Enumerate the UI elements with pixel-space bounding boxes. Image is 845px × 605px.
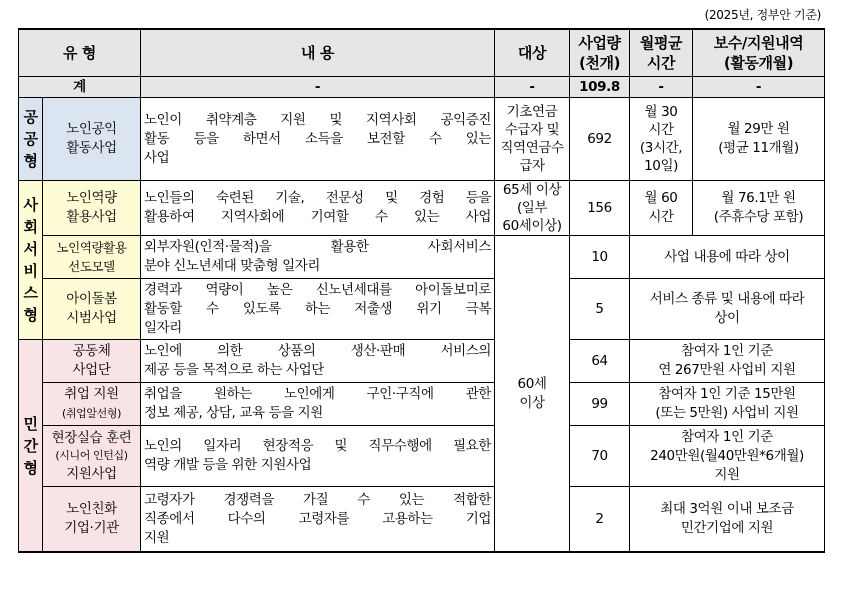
program-name: 아이돌봄 시범사업 bbox=[43, 279, 141, 340]
table-row bbox=[19, 383, 825, 426]
total-pay: - bbox=[693, 77, 825, 98]
total-row bbox=[19, 77, 825, 98]
program-name: 현장실습 훈련 (시니어 인턴십) 지원사업 bbox=[43, 426, 141, 487]
table-row bbox=[19, 487, 825, 553]
header-content: 내 용 bbox=[141, 29, 495, 77]
program-scale: 156 bbox=[570, 181, 630, 236]
shared-target: 60세 이상 bbox=[495, 236, 570, 553]
program-scale: 692 bbox=[570, 98, 630, 181]
category-public: 공공형 bbox=[19, 98, 43, 181]
program-description: 노인들의 숙련된 기술, 전문성 및 경험 등을 활용하여 지역사회에 기여할 수 있는 사업 bbox=[141, 181, 495, 236]
total-content: - bbox=[141, 77, 495, 98]
program-hours: 월 30 시간 (3시간, 10일) bbox=[630, 98, 693, 181]
program-support: 서비스 종류 및 내용에 따라 상이 bbox=[630, 279, 825, 340]
program-name: 노인친화 기업·기관 bbox=[43, 487, 141, 553]
program-description: 외부자원(인적·물적)을 활용한 사회서비스 분야 신노년세대 맞춤형 일자리 bbox=[141, 236, 495, 279]
table-row bbox=[19, 279, 825, 340]
program-scale: 2 bbox=[570, 487, 630, 553]
program-scale: 10 bbox=[570, 236, 630, 279]
table-row bbox=[19, 98, 825, 181]
header-row bbox=[19, 29, 825, 77]
program-support: 참여자 1인 기준 연 267만원 사업비 지원 bbox=[630, 340, 825, 383]
program-target: 65세 이상 (일부 60세이상) bbox=[495, 181, 570, 236]
table-row bbox=[19, 426, 825, 487]
header-pay: 보수/지원내역 (활동개월) bbox=[693, 29, 825, 77]
total-scale: 109.8 bbox=[570, 77, 630, 98]
program-pay: 월 29만 원 (평균 11개월) bbox=[693, 98, 825, 181]
program-description: 취업을 원하는 노인에게 구인·구직에 관한 정보 제공, 상담, 교육 등을 지원 bbox=[141, 383, 495, 426]
header-scale: 사업량 (천개) bbox=[570, 29, 630, 77]
category-private: 민간형 bbox=[19, 340, 43, 553]
program-hours: 월 60 시간 bbox=[630, 181, 693, 236]
program-name: 노인공익 활동사업 bbox=[43, 98, 141, 181]
total-label: 계 bbox=[19, 77, 141, 98]
header-type: 유 형 bbox=[19, 29, 141, 77]
program-description: 노인에 의한 상품의 생산·판매 서비스의 제공 등을 목적으로 하는 사업단 bbox=[141, 340, 495, 383]
header-hours: 월평균 시간 bbox=[630, 29, 693, 77]
program-target: 기초연금 수급자 및 직역연금수 급자 bbox=[495, 98, 570, 181]
table-row bbox=[19, 236, 825, 279]
program-scale: 70 bbox=[570, 426, 630, 487]
total-target: - bbox=[495, 77, 570, 98]
program-name: 노인역량 활용사업 bbox=[43, 181, 141, 236]
program-name: 취업 지원 (취업알선형) bbox=[43, 383, 141, 426]
program-scale: 64 bbox=[570, 340, 630, 383]
program-scale: 99 bbox=[570, 383, 630, 426]
program-name: 노인역량활용 선도모델 bbox=[43, 236, 141, 279]
program-description: 노인이 취약계층 지원 및 지역사회 공익증진 활동 등을 하면서 소득을 보전할 수 있는 사업 bbox=[141, 98, 495, 181]
program-support: 사업 내용에 따라 상이 bbox=[630, 236, 825, 279]
program-support: 최대 3억원 이내 보조금 민간기업에 지원 bbox=[630, 487, 825, 553]
program-description: 고령자가 경쟁력을 가질 수 있는 적합한 직종에서 다수의 고령자를 고용하는 기업 지원 bbox=[141, 487, 495, 553]
table-row bbox=[19, 181, 825, 236]
header-target: 대상 bbox=[495, 29, 570, 77]
total-hours: - bbox=[630, 77, 693, 98]
program-support: 참여자 1인 기준 240만원(월40만원*6개월) 지원 bbox=[630, 426, 825, 487]
elderly-job-program-table bbox=[18, 28, 825, 553]
program-description: 경력과 역량이 높은 신노년세대를 아이돌보미로 활동할 수 있도록 하는 저출생 위기 극복 일자리 bbox=[141, 279, 495, 340]
basis-note: (2025년, 정부안 기준) bbox=[704, 8, 821, 22]
category-social: 사회서비스형 bbox=[19, 181, 43, 340]
program-scale: 5 bbox=[570, 279, 630, 340]
program-description: 노인의 일자리 현장적응 및 직무수행에 필요한 역량 개발 등을 위한 지원사업 bbox=[141, 426, 495, 487]
program-support: 참여자 1인 기준 15만원 (또는 5만원) 사업비 지원 bbox=[630, 383, 825, 426]
program-pay: 월 76.1만 원 (주휴수당 포함) bbox=[693, 181, 825, 236]
table-row bbox=[19, 340, 825, 383]
program-name: 공동체 사업단 bbox=[43, 340, 141, 383]
